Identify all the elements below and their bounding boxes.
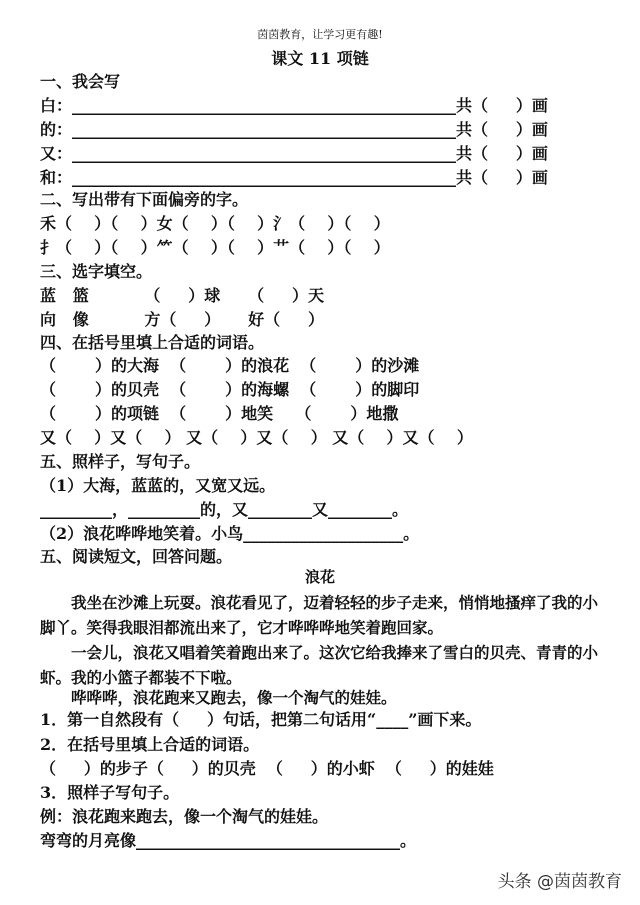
question-line: （ ）的步子（ ）的贝壳 （ ）的小虾 （ ）的娃娃 [40, 759, 494, 778]
section-heading: 一、我会写 [40, 72, 121, 91]
write-row: 的：________________________________________________共（ ）画 [40, 120, 548, 139]
question-line: 1．第一自然段有（ ）句话，把第二句话用“____”画下来。 [40, 710, 482, 729]
section-heading: 五、阅读短文，回答问题。 [40, 547, 233, 566]
section-heading: 五、照样子，写句子。 [40, 452, 201, 471]
fill-row: 又（ ）又（ ） 又（ ）又（ ） 又（ ）又（ ） [40, 428, 473, 447]
write-row: 和：________________________________________________共（ ）画 [40, 168, 548, 187]
section-heading: 三、选字填空。 [40, 262, 153, 281]
example-sentence: （1）大海，蓝蓝的，又宽又远。 [40, 476, 276, 495]
question-line: 3．照样子写句子。 [40, 783, 180, 802]
fill-row: （ ）的大海 （ ）的浪花 （ ）的沙滩 [40, 356, 420, 375]
source-watermark: 头条 @茵茵教育 [497, 872, 622, 892]
question-line: 弯弯的月亮像_________________________________。 [40, 831, 417, 850]
radical-row: 扌（ ）（ ）⺮（ ）（ ）艹（ ）（ ） [40, 238, 390, 257]
write-row: 又：________________________________________________共（ ）画 [40, 144, 548, 163]
fill-row: （ ）的项链 （ ）地笑 （ ）地撒 [40, 404, 399, 423]
passage-paragraph: 一会儿，浪花又唱着笑着跑出来了。这次它给我捧来了雪白的贝壳、青青的小虾。我的小篮子都装不下啦。 [40, 643, 599, 687]
question-line: 2．在括号里填上合适的词语。 [40, 735, 260, 754]
choose-row: 向 像 方（ ） 好（ ） [40, 310, 324, 329]
fill-row: （ ）的贝壳 （ ）的海螺 （ ）的脚印 [40, 380, 420, 399]
page-title: 课文 11 项链 [271, 49, 369, 68]
section-heading: 二、写出带有下面偏旁的字。 [40, 190, 249, 209]
sentence-blank: _________，_________的，又________又________。 [40, 500, 409, 519]
radical-row: 禾（ ）（ ）女（ ）（ ）氵（ ）（ ） [40, 214, 390, 233]
question-line: 例：浪花跑来跑去，像一个淘气的娃娃。 [40, 807, 329, 826]
header-slogan: 茵茵教育，让学习更有趣! [257, 28, 383, 41]
passage-paragraph: 哗哗哗，浪花跑来又跑去，像一个淘气的娃娃。 [71, 688, 397, 707]
choose-row: 蓝 篮 （ ）球 （ ）天 [40, 286, 324, 305]
passage-paragraph: 我坐在沙滩上玩耍。浪花看见了，迈着轻轻的步子走来，悄悄地搔痒了我的小脚丫。笑得我眼泪都流出来了，它才哗哗哗地笑着跑回家。 [40, 593, 599, 637]
write-row: 白：________________________________________________共（ ）画 [40, 96, 548, 115]
section-heading: 四、在括号里填上合适的词语。 [40, 333, 265, 352]
passage-title: 浪花 [304, 568, 335, 586]
sentence-blank: （2）浪花哗哗地笑着。小鸟____________________。 [40, 524, 420, 543]
